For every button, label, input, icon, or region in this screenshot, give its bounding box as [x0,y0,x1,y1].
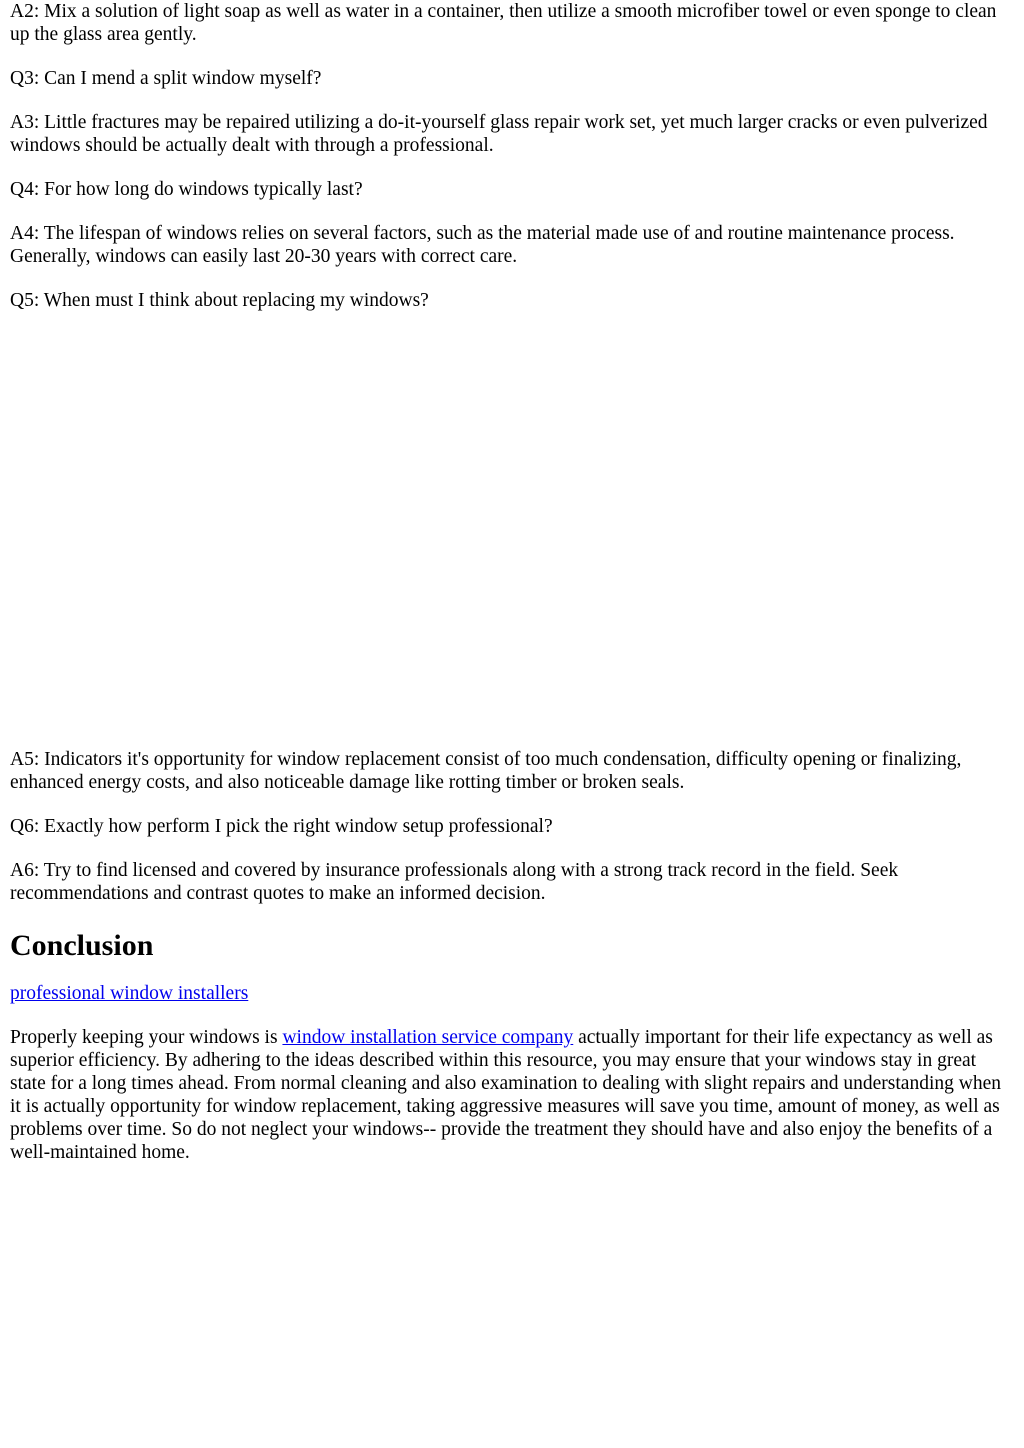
answer-a4: A4: The lifespan of windows relies on several factors, such as the material made use of and routine maintenance process. Generally, windows can easily last 20-30 years with correct care. [10,223,955,267]
answer-a2: A2: Mix a solution of light soap as well as water in a container, then utilize a smooth microfiber towel or even sponge to clean up the glass area gently. [10,1,997,45]
blank-space [10,333,1014,748]
conclusion-heading: Conclusion [10,929,154,962]
link-paragraph [10,982,1014,1005]
answer-a5: A5: Indicators it's opportunity for window replacement consist of too much condensation, difficulty opening or finalizing, enhanced energy costs, and also noticeable damage like rotting timber or broken seals. [10,749,962,793]
conclusion-text-end: actually important for their life expectancy as well as superior efficiency. By adhering to the ideas described within this resource, you may ensure that your windows stay in great state for a long times ahead. From normal cleaning and also examination to dealing with slight repairs and understanding when it is actually opportunity for window replacement, taking aggressive measures will save you time, amount of money, as well as problems over time. So do not neglect your windows-- provide the treatment they should have and also enjoy the benefits of a well-maintained home. [10,1027,1001,1163]
question-q5: Q5: When must I think about replacing my windows? [10,290,429,311]
answer-a6: A6: Try to find licensed and covered by insurance professionals along with a strong track record in the field. Seek recommendations and contrast quotes to make an informed decision. [10,860,899,904]
window-installation-service-link[interactable]: window installation service company [282,1027,574,1048]
question-q6: Q6: Exactly how perform I pick the right window setup professional? [10,816,553,837]
professional-window-installers-link[interactable]: professional window installers [10,983,249,1004]
question-q3: Q3: Can I mend a split window myself? [10,68,322,89]
question-q4: Q4: For how long do windows typically last? [10,179,363,200]
answer-a3: A3: Little fractures may be repaired utilizing a do-it-yourself glass repair work set, yet much larger cracks or even pulverized windows should be actually dealt with through a professional. [10,112,988,156]
conclusion-paragraph [10,1026,1014,1164]
conclusion-text-start: Properly keeping your windows is [10,1027,283,1048]
